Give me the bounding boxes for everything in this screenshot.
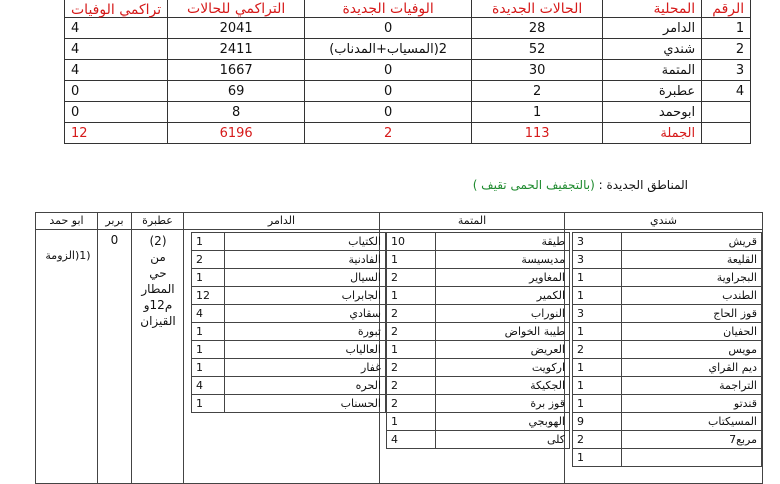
summary-row <box>65 81 751 102</box>
damer-row <box>192 251 386 269</box>
area-count: 3 <box>573 233 622 251</box>
atbara-cell: (2) من حي المطار م12و القيزان <box>140 234 176 328</box>
summary-header-row <box>65 0 751 18</box>
row-locality: الدامر <box>603 18 702 39</box>
area-count: 1 <box>387 251 436 269</box>
total-cumulative-deaths: 12 <box>65 123 168 144</box>
area-count: 1 <box>573 395 622 413</box>
area-name: مديسيسة <box>436 251 570 269</box>
area-name: سقادي <box>225 305 386 323</box>
area-name: الحسناب <box>225 395 386 413</box>
area-name: الكتياب <box>225 233 386 251</box>
header-cumulative-cases: التراكمي للحالات <box>168 0 305 18</box>
shendi-row <box>573 395 762 413</box>
new-areas-table <box>35 212 763 484</box>
area-count: 1 <box>192 341 225 359</box>
area-name: البجراوية <box>622 269 762 287</box>
shendi-row <box>573 377 762 395</box>
shendi-row <box>573 305 762 323</box>
area-count: 4 <box>387 431 436 449</box>
header-damer: الدامر <box>184 213 379 230</box>
area-name: الجكيكة <box>436 377 570 395</box>
area-count: 2 <box>573 431 622 449</box>
column-divider <box>97 213 98 483</box>
area-name: قوز برة <box>436 395 570 413</box>
area-count: 10 <box>387 233 436 251</box>
area-name: النوراب <box>436 305 570 323</box>
area-count: 2 <box>387 377 436 395</box>
row-cumulative-deaths: 0 <box>65 81 168 102</box>
shendi-row <box>573 269 762 287</box>
row-cumulative-deaths: 4 <box>65 18 168 39</box>
row-new-deaths: 0 <box>305 60 472 81</box>
area-count: 1 <box>387 287 436 305</box>
header-matamma: المتمة <box>380 213 564 230</box>
header-berber: بربر <box>98 213 131 230</box>
header-shendi: شندي <box>565 213 762 230</box>
column-divider <box>183 213 184 483</box>
total-label: الجملة <box>603 123 702 144</box>
subtitle-main: المناطق الجديدة : <box>598 178 688 192</box>
row-cumulative-cases: 69 <box>168 81 305 102</box>
row-locality: عطبرة <box>603 81 702 102</box>
row-cumulative-deaths: 4 <box>65 39 168 60</box>
row-new-deaths: 2(المسياب+المدناب) <box>305 39 472 60</box>
shendi-row <box>573 431 762 449</box>
area-count: 4 <box>192 377 225 395</box>
header-new-cases: الحالات الجديدة <box>472 0 603 18</box>
row-new-cases: 1 <box>472 102 603 123</box>
total-cumulative-cases: 6196 <box>168 123 305 144</box>
row-new-deaths: 0 <box>305 102 472 123</box>
header-number: الرقم <box>702 0 751 18</box>
row-new-cases: 28 <box>472 18 603 39</box>
summary-row <box>65 18 751 39</box>
area-name: الحفيان <box>622 323 762 341</box>
new-areas-subtitle <box>473 178 688 192</box>
row-cumulative-deaths: 4 <box>65 60 168 81</box>
header-new-deaths: الوفيات الجديدة <box>305 0 472 18</box>
matamma-row <box>387 431 570 449</box>
row-new-cases: 2 <box>472 81 603 102</box>
area-name: الهوبجي <box>436 413 570 431</box>
area-count: 1 <box>573 323 622 341</box>
row-number <box>702 102 751 123</box>
row-locality: المتمة <box>603 60 702 81</box>
shendi-row <box>573 359 762 377</box>
area-name: السيال <box>225 269 386 287</box>
damer-row <box>192 341 386 359</box>
area-count: 1 <box>573 377 622 395</box>
summary-row <box>65 60 751 81</box>
damer-row <box>192 395 386 413</box>
shendi-row <box>573 449 762 467</box>
area-count: 2 <box>387 359 436 377</box>
header-abuhamad: ابو حمد <box>36 213 97 230</box>
area-name: قريش <box>622 233 762 251</box>
damer-row <box>192 305 386 323</box>
shendi-row <box>573 323 762 341</box>
area-count: 2 <box>387 305 436 323</box>
area-name: اركويت <box>436 359 570 377</box>
area-count: 2 <box>573 341 622 359</box>
damer-row <box>192 269 386 287</box>
matamma-row <box>387 251 570 269</box>
damer-row <box>192 323 386 341</box>
area-name: المسيكتاب <box>622 413 762 431</box>
area-count: 1 <box>387 413 436 431</box>
area-name: غفار <box>225 359 386 377</box>
summary-table <box>64 0 751 144</box>
damer-row <box>192 377 386 395</box>
row-cumulative-cases: 2411 <box>168 39 305 60</box>
shendi-row <box>573 251 762 269</box>
area-name: تبورة <box>225 323 386 341</box>
shendi-row <box>573 341 762 359</box>
area-count: 1 <box>192 323 225 341</box>
row-cumulative-cases: 2041 <box>168 18 305 39</box>
shendi-row <box>573 287 762 305</box>
column-divider <box>131 213 132 483</box>
row-cumulative-deaths: 0 <box>65 102 168 123</box>
matamma-row <box>387 287 570 305</box>
total-new-cases: 113 <box>472 123 603 144</box>
area-name: قندتو <box>622 395 762 413</box>
area-count: 2 <box>387 323 436 341</box>
area-count: 1 <box>573 269 622 287</box>
total-number <box>702 123 751 144</box>
header-cumulative-deaths: تراكمي الوفيات <box>65 0 168 18</box>
area-count: 2 <box>192 251 225 269</box>
shendi-row <box>573 413 762 431</box>
area-name: المغاوير <box>436 269 570 287</box>
subtitle-note: (بالتجفيف الحمى تقيف ) <box>472 178 595 192</box>
area-name: التراجمة <box>622 377 762 395</box>
damer-row <box>192 233 386 251</box>
area-name: العالياب <box>225 341 386 359</box>
area-count: 1 <box>192 269 225 287</box>
matamma-list <box>386 232 570 449</box>
matamma-row <box>387 413 570 431</box>
area-count: 1 <box>573 449 622 467</box>
shendi-row <box>573 233 762 251</box>
area-name: مربع7 <box>622 431 762 449</box>
area-name: ديم القراي <box>622 359 762 377</box>
area-count: 1 <box>192 233 225 251</box>
area-count: 12 <box>192 287 225 305</box>
area-name: العريض <box>436 341 570 359</box>
matamma-row <box>387 377 570 395</box>
damer-list <box>191 232 386 413</box>
row-new-deaths: 0 <box>305 81 472 102</box>
header-locality: المحلية <box>603 0 702 18</box>
row-cumulative-cases: 1667 <box>168 60 305 81</box>
summary-total-row <box>65 123 751 144</box>
matamma-row <box>387 305 570 323</box>
header-atbara: عطبرة <box>132 213 183 230</box>
total-new-deaths: 2 <box>305 123 472 144</box>
area-count: 1 <box>573 359 622 377</box>
area-count: 3 <box>573 251 622 269</box>
abuhamad-cell: (1(الزومة <box>45 249 91 262</box>
row-new-cases: 30 <box>472 60 603 81</box>
row-new-deaths: 0 <box>305 18 472 39</box>
damer-row <box>192 359 386 377</box>
matamma-row <box>387 323 570 341</box>
area-count: 1 <box>192 395 225 413</box>
damer-row <box>192 287 386 305</box>
berber-cell: 0 <box>110 233 119 247</box>
summary-row <box>65 39 751 60</box>
area-name: كلى <box>436 431 570 449</box>
area-count: 4 <box>192 305 225 323</box>
area-name: قوز الحاج <box>622 305 762 323</box>
area-count: 2 <box>387 395 436 413</box>
area-name <box>622 449 762 467</box>
row-number: 2 <box>702 39 751 60</box>
area-count: 3 <box>573 305 622 323</box>
matamma-row <box>387 269 570 287</box>
area-name: الحره <box>225 377 386 395</box>
matamma-row <box>387 359 570 377</box>
area-count: 1 <box>387 341 436 359</box>
summary-row <box>65 102 751 123</box>
row-cumulative-cases: 8 <box>168 102 305 123</box>
area-name: الجابراب <box>225 287 386 305</box>
area-count: 9 <box>573 413 622 431</box>
area-name: مويس <box>622 341 762 359</box>
matamma-row <box>387 341 570 359</box>
area-count: 2 <box>387 269 436 287</box>
row-locality: شندي <box>603 39 702 60</box>
row-locality: ابوحمد <box>603 102 702 123</box>
area-count: 1 <box>573 287 622 305</box>
area-name: طيقة <box>436 233 570 251</box>
row-number: 4 <box>702 81 751 102</box>
row-number: 1 <box>702 18 751 39</box>
area-name: القليعة <box>622 251 762 269</box>
row-number: 3 <box>702 60 751 81</box>
area-name: الفادنية <box>225 251 386 269</box>
area-count: 1 <box>192 359 225 377</box>
matamma-row <box>387 233 570 251</box>
area-name: طيبة الخواض <box>436 323 570 341</box>
row-new-cases: 52 <box>472 39 603 60</box>
area-name: الطندب <box>622 287 762 305</box>
shendi-list <box>572 232 762 467</box>
matamma-row <box>387 395 570 413</box>
area-name: الكمير <box>436 287 570 305</box>
